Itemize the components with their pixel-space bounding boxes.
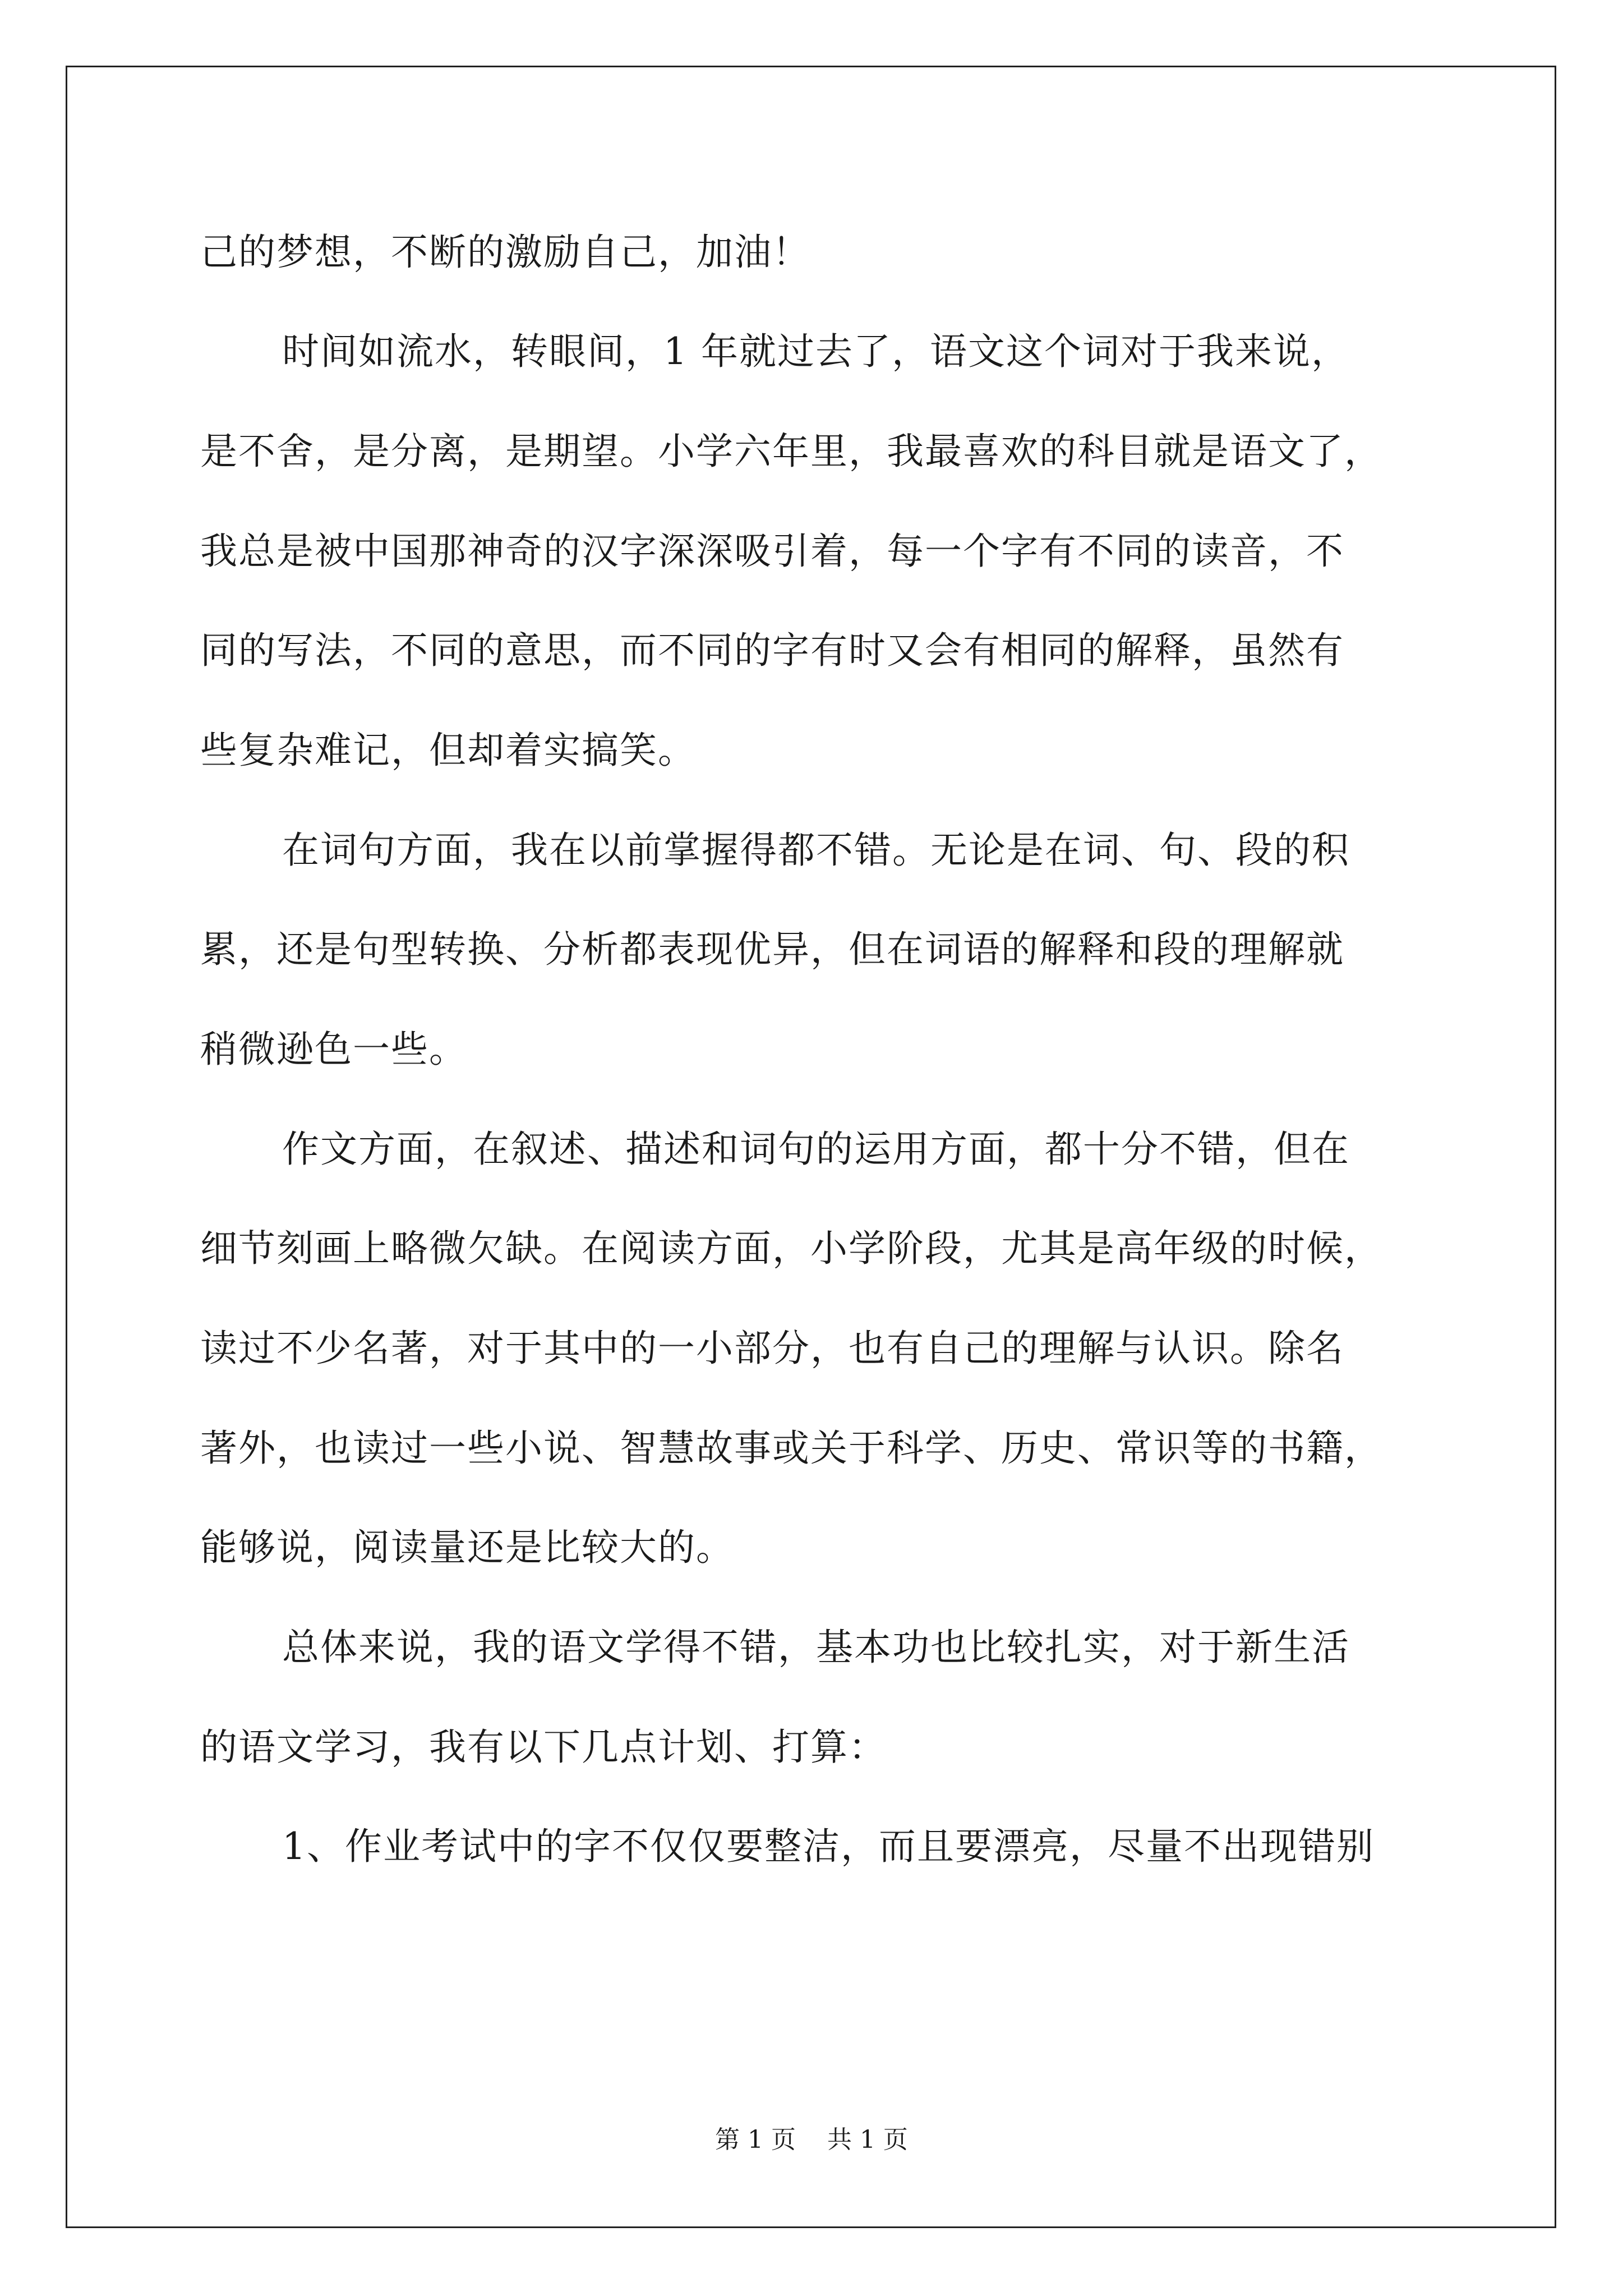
text-line: 是不舍，是分离，是期望。小学六年里，我最喜欢的科目就是语文了，: [200, 430, 1382, 473]
page-number-footer: 第 1 页 共 1 页: [715, 2125, 908, 2154]
paragraph-first-line: 1、作业考试中的字不仅仅要整洁，而且要漂亮，尽量不出现错别: [282, 1825, 1375, 1868]
text-line: 细节刻画上略微欠缺。在阅读方面，小学阶段，尤其是高年级的时候，: [200, 1227, 1382, 1270]
paragraph-first-line: 作文方面，在叙述、描述和词句的运用方面，都十分不错，但在: [282, 1128, 1350, 1171]
text-line: 同的写法，不同的意思，而不同的字有时又会有相同的解释，虽然有: [200, 629, 1344, 672]
text-line: 些复杂难记，但却着实搞笑。: [200, 729, 696, 772]
text-line: 我总是被中国那神奇的汉字深深吸引着，每一个字有不同的读音，不: [200, 530, 1344, 573]
text-line: 的语文学习，我有以下几点计划、打算：: [200, 1726, 887, 1769]
paragraph-first-line: 时间如流水，转眼间，1 年就过去了，语文这个词对于我来说，: [282, 330, 1349, 373]
text-line: 己的梦想，不断的激励自己，加油！: [200, 231, 810, 274]
text-line: 著外，也读过一些小说、智慧故事或关于科学、历史、常识等的书籍，: [200, 1427, 1382, 1470]
paragraph-first-line: 总体来说，我的语文学得不错，基本功也比较扎实，对于新生活: [282, 1626, 1350, 1669]
text-line: 稍微逊色一些。: [200, 1028, 467, 1071]
text-line: 读过不少名著，对于其中的一小部分，也有自己的理解与认识。除名: [200, 1327, 1344, 1370]
text-line: 能够说，阅读量还是比较大的。: [200, 1526, 734, 1569]
paragraph-first-line: 在词句方面，我在以前掌握得都不错。无论是在词、句、段的积: [282, 829, 1350, 872]
text-line: 累，还是句型转换、分析都表现优异，但在词语的解释和段的理解就: [200, 928, 1344, 971]
